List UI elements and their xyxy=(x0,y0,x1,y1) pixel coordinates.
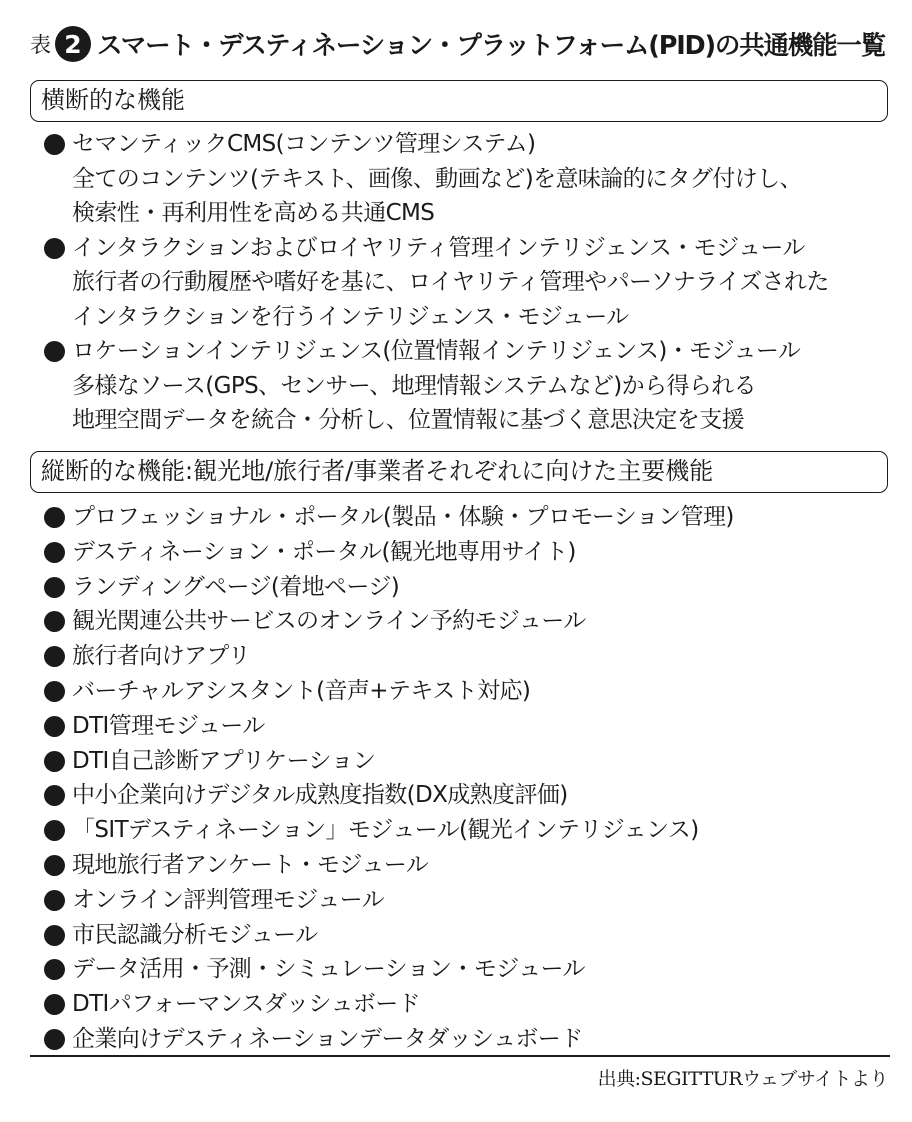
item-text: DTIパフォーマンスダッシュボード xyxy=(72,991,421,1018)
item-text: 「SITデスティネーション」モジュール(観光インテリジェンス) xyxy=(72,817,699,844)
bullet-icon xyxy=(44,890,65,911)
bullet-icon xyxy=(44,994,65,1015)
bullet-icon xyxy=(44,542,65,563)
item-description: 多様なソース(GPS、センサー、地理情報システムなど)から得られる xyxy=(72,372,757,399)
bullet-icon xyxy=(44,1029,65,1050)
list-item xyxy=(44,334,829,438)
list-item xyxy=(44,231,829,335)
item-title: セマンティックCMS(コンテンツ管理システム) xyxy=(72,131,536,157)
list-item xyxy=(44,500,734,535)
item-text: 現地旅行者アンケート・モジュール xyxy=(72,851,429,878)
item-text: 中小企業向けデジタル成熟度指数(DX成熟度評価) xyxy=(72,782,568,809)
bullet-icon xyxy=(44,507,65,528)
item-title: インタラクションおよびロイヤリティ管理インテリジェンス・モジュール xyxy=(72,234,805,261)
list-item xyxy=(44,1022,734,1057)
item-description: 全てのコンテンツ(テキスト、画像、動画など)を意味論的にタグ付けし、 xyxy=(72,165,802,192)
list-item xyxy=(44,570,734,605)
bullet-icon xyxy=(44,785,65,806)
item-description: インタラクションを行うインテリジェンス・モジュール xyxy=(72,303,629,330)
bullet-icon xyxy=(44,238,65,259)
bullet-icon xyxy=(44,751,65,772)
table-label: 表 xyxy=(30,33,51,57)
list-item xyxy=(44,535,734,570)
item-description: 検索性・再利用性を高める共通CMS xyxy=(72,200,435,226)
bullet-icon xyxy=(44,681,65,702)
list-item xyxy=(44,604,734,639)
list-item xyxy=(44,674,734,709)
bullet-icon xyxy=(44,716,65,737)
vertical-features-list xyxy=(44,500,734,1057)
bullet-icon xyxy=(44,855,65,876)
item-title: ロケーションインテリジェンス(位置情報インテリジェンス)・モジュール xyxy=(72,338,801,364)
item-text: オンライン評判管理モジュール xyxy=(72,886,384,913)
bullet-icon xyxy=(44,820,65,841)
section-heading-horizontal: 横断的な機能 xyxy=(30,80,888,122)
source-citation: 出典:SEGITTURウェブサイトより xyxy=(597,1068,888,1090)
table-number-badge: 2 xyxy=(55,26,91,62)
item-text: データ活用・予測・シミュレーション・モジュール xyxy=(72,956,585,983)
table-title xyxy=(30,24,885,64)
horizontal-features-list xyxy=(44,127,829,438)
item-text: プロフェッショナル・ポータル(製品・体験・プロモーション管理) xyxy=(72,504,734,530)
bullet-icon xyxy=(44,925,65,946)
list-item xyxy=(44,813,734,848)
bullet-icon xyxy=(44,959,65,980)
bullet-icon xyxy=(44,341,65,362)
section-heading-vertical: 縦断的な機能:観光地/旅行者/事業者それぞれに向けた主要機能 xyxy=(30,451,888,493)
item-text: バーチャルアシスタント(音声+テキスト対応) xyxy=(72,677,531,704)
list-item xyxy=(44,639,734,674)
footer-divider xyxy=(30,1055,890,1057)
item-text: 企業向けデスティネーションデータダッシュボード xyxy=(72,1025,583,1052)
list-item xyxy=(44,744,734,779)
list-item xyxy=(44,952,734,987)
item-text: DTI管理モジュール xyxy=(72,712,265,739)
bullet-icon xyxy=(44,134,65,155)
item-text: 旅行者向けアプリ xyxy=(72,643,251,670)
bullet-icon xyxy=(44,646,65,667)
bullet-icon xyxy=(44,577,65,598)
item-text: 市民認識分析モジュール xyxy=(72,921,318,948)
list-item xyxy=(44,778,734,813)
bullet-icon xyxy=(44,611,65,632)
list-item xyxy=(44,883,734,918)
item-description: 地理空間データを統合・分析し、位置情報に基づく意思決定を支援 xyxy=(72,407,745,433)
list-item xyxy=(44,987,734,1022)
item-text: ランディングページ(着地ページ) xyxy=(72,573,400,600)
table-title-text: スマート・デスティネーション・プラットフォーム(PID)の共通機能一覧 xyxy=(97,31,886,61)
list-item xyxy=(44,127,829,231)
item-text: デスティネーション・ポータル(観光地専用サイト) xyxy=(72,538,576,565)
list-item xyxy=(44,709,734,744)
item-description: 旅行者の行動履歴や嗜好を基に、ロイヤリティ管理やパーソナライズされた xyxy=(72,269,829,295)
item-text: DTI自己診断アプリケーション xyxy=(72,747,376,774)
item-text: 観光関連公共サービスのオンライン予約モジュール xyxy=(72,608,586,635)
list-item xyxy=(44,918,734,953)
list-item xyxy=(44,848,734,883)
